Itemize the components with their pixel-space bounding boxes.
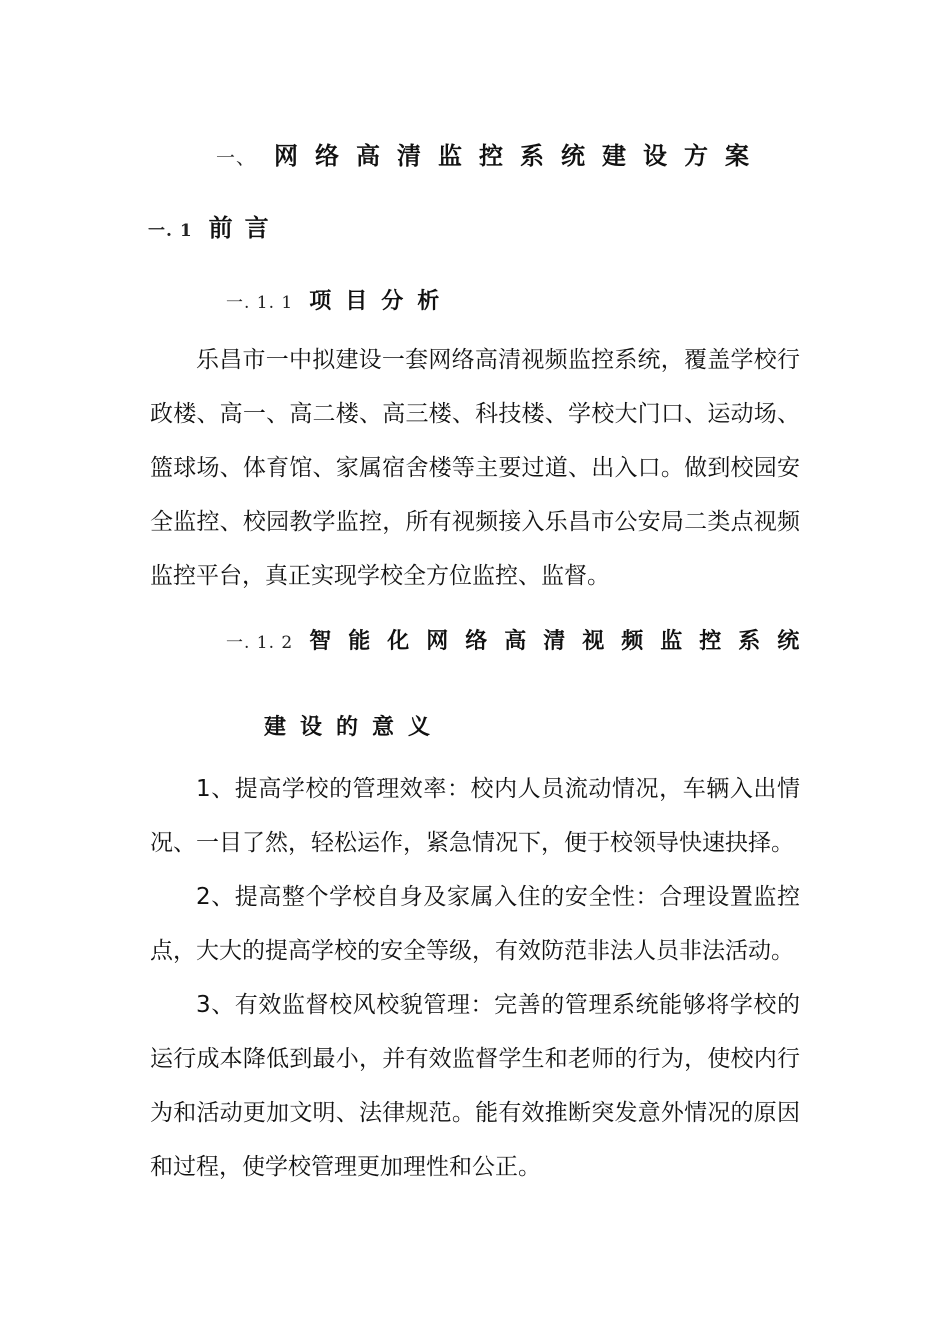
subsection-heading-title-line2: 建设的意义 [264,715,445,740]
subsection-heading-number: 一. 1. 1 [226,293,294,313]
significance-paragraph-3: 3、有效监督校风校貌管理：完善的管理系统能够将学校的运行成本降低到最小，并有效监督学生和老师的行为，使校内行为和活动更加文明、法律规范。能有效推断突发意外情况的原因和过程，使学校管理更加理性和公正。 [150,992,800,1180]
subsection-heading-number: 一. 1. 2 [226,633,294,653]
section-heading-preface [148,208,281,243]
subsection-heading-project-analysis [226,284,453,315]
main-heading-number: 一、 [216,147,257,169]
subsection-heading-title: 项目分析 [309,289,454,314]
project-analysis-paragraph: 乐昌市一中拟建设一套网络高清视频监控系统，覆盖学校行政楼、高一、高二楼、高三楼、科技楼、学校大门口、运动场、篮球场、体育馆、家属宿舍楼等主要过道、出入口。做到校园安全监控、校园教学监控，所有视频接入乐昌市公安局二类点视频监控平台，真正实现学校全方位监控、监督。 [150,347,800,589]
main-heading-title: 网络高清监控系统建设方案 [274,142,767,170]
main-heading [216,136,766,171]
section-heading-number: 一. 1 [148,221,193,241]
significance-paragraph-2: 2、提高整个学校自身及家属入住的安全性：合理设置监控点，大大的提高学校的安全等级，有效防范非法人员非法活动。 [150,884,800,964]
significance-paragraph-1: 1、提高学校的管理效率：校内人员流动情况，车辆入出情况、一目了然，轻松运作，紧急情况下，便于校领导快速抉择。 [150,776,800,856]
subsection-heading-title-line1: 智能化网络高清视频监控系统 [309,629,817,654]
section-heading-title: 前言 [208,214,281,242]
subsection-heading-significance [226,624,816,655]
